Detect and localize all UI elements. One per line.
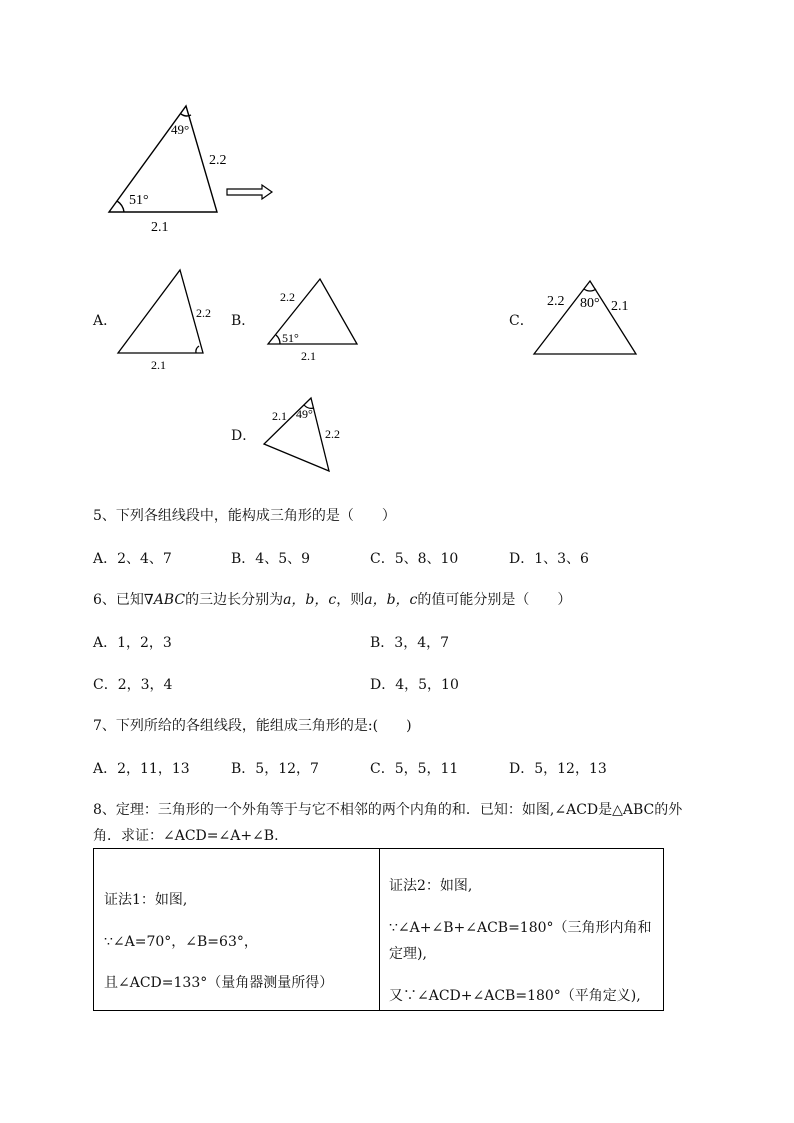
q8-line-1: 8、定理：三角形的一个外角等于与它不相邻的两个内角的和．已知：如图,∠ACD是△ABC的外: [93, 802, 683, 818]
q7-stem: 7、下列所给的各组线段，能组成三角形的是:( ): [93, 718, 412, 734]
option-c-side-22: 2.2: [547, 294, 565, 309]
q5-option-d: D．1、3、6: [509, 551, 589, 567]
option-c-side-21: 2.1: [611, 299, 629, 314]
q5-option-c: C．5、8、10: [370, 551, 459, 567]
q6-stem-mid2: ，则: [336, 592, 365, 608]
option-a-side-21: 2.1: [151, 358, 166, 372]
arrow-icon: [227, 185, 272, 199]
top-side-21: 2.1: [151, 220, 169, 235]
option-d-angle-49: 49°: [296, 407, 313, 421]
option-b-angle-51: 51°: [282, 331, 299, 345]
q6-vars-1: a，b，c: [283, 592, 337, 608]
option-b-letter: B．: [231, 313, 256, 329]
q6-option-c: C．2，3，4: [93, 677, 173, 693]
q6-vars-2: a，b，c: [364, 592, 418, 608]
q7-option-a: A．2，11，13: [93, 761, 190, 777]
option-a-triangle: [118, 270, 203, 353]
q7-option-c: C．5，5，11: [370, 761, 459, 777]
q6-stem-prefix: 6、已知: [93, 592, 144, 608]
option-b-side-21: 2.1: [301, 349, 316, 363]
option-d-letter: D．: [231, 428, 257, 444]
q7-option-b: B．5，12，7: [231, 761, 319, 777]
option-c-angle-80: 80°: [580, 296, 600, 311]
option-d-side-21: 2.1: [272, 409, 287, 423]
top-angle-49: 49°: [171, 122, 190, 137]
triangle-figures: [0, 0, 794, 500]
option-c-letter: C．: [509, 313, 534, 329]
option-a-letter: A．: [93, 313, 118, 329]
top-side-22: 2.2: [209, 153, 227, 168]
q7-option-d: D．5，12，13: [509, 761, 607, 777]
proof1-line-3: 且∠ACD=133°（量角器测量所得）: [104, 975, 334, 991]
proof2-line-4: 又∵∠ACD+∠ACB=180°（平角定义),: [389, 988, 641, 1004]
q8-line-2: 角．求证：∠ACD=∠A+∠B.: [93, 828, 279, 844]
q5-option-b: B．4、5、9: [231, 551, 311, 567]
proof1-line-1: 证法1：如图,: [104, 892, 188, 908]
proof2-line-2: ∵∠A+∠B+∠ACB=180°（三角形内角和: [389, 920, 652, 936]
q6-option-d: D．4，5，10: [370, 677, 459, 693]
proof1-line-2: ∵∠A=70°，∠B=63°，: [104, 934, 258, 950]
q6-stem-suffix: 的值可能分别是（ ）: [417, 592, 572, 608]
q6-option-b: B．3，4，7: [370, 635, 450, 651]
top-triangle: [109, 106, 217, 212]
proof-col-2: [380, 849, 664, 1011]
option-a-side-22: 2.2: [196, 306, 211, 320]
proof2-line-1: 证法2：如图,: [389, 878, 473, 894]
proof-col-1: [94, 849, 380, 1011]
q5-stem: 5、下列各组线段中，能构成三角形的是（ ）: [93, 508, 396, 524]
option-d-side-22: 2.2: [325, 427, 340, 441]
q5-option-a: A．2、4、7: [93, 551, 172, 567]
proof-table: [93, 848, 664, 1011]
q6-stem: [93, 591, 571, 609]
proof2-line-3: 定理),: [389, 946, 427, 962]
q6-option-a: A．1，2，3: [93, 635, 172, 651]
top-angle-51: 51°: [129, 193, 149, 208]
q6-stem-mid: 的三边长分别为: [185, 592, 284, 608]
q6-triangle-abc: ∇ABC: [143, 592, 186, 608]
option-c-triangle: [534, 281, 636, 354]
option-b-side-22: 2.2: [280, 290, 295, 304]
